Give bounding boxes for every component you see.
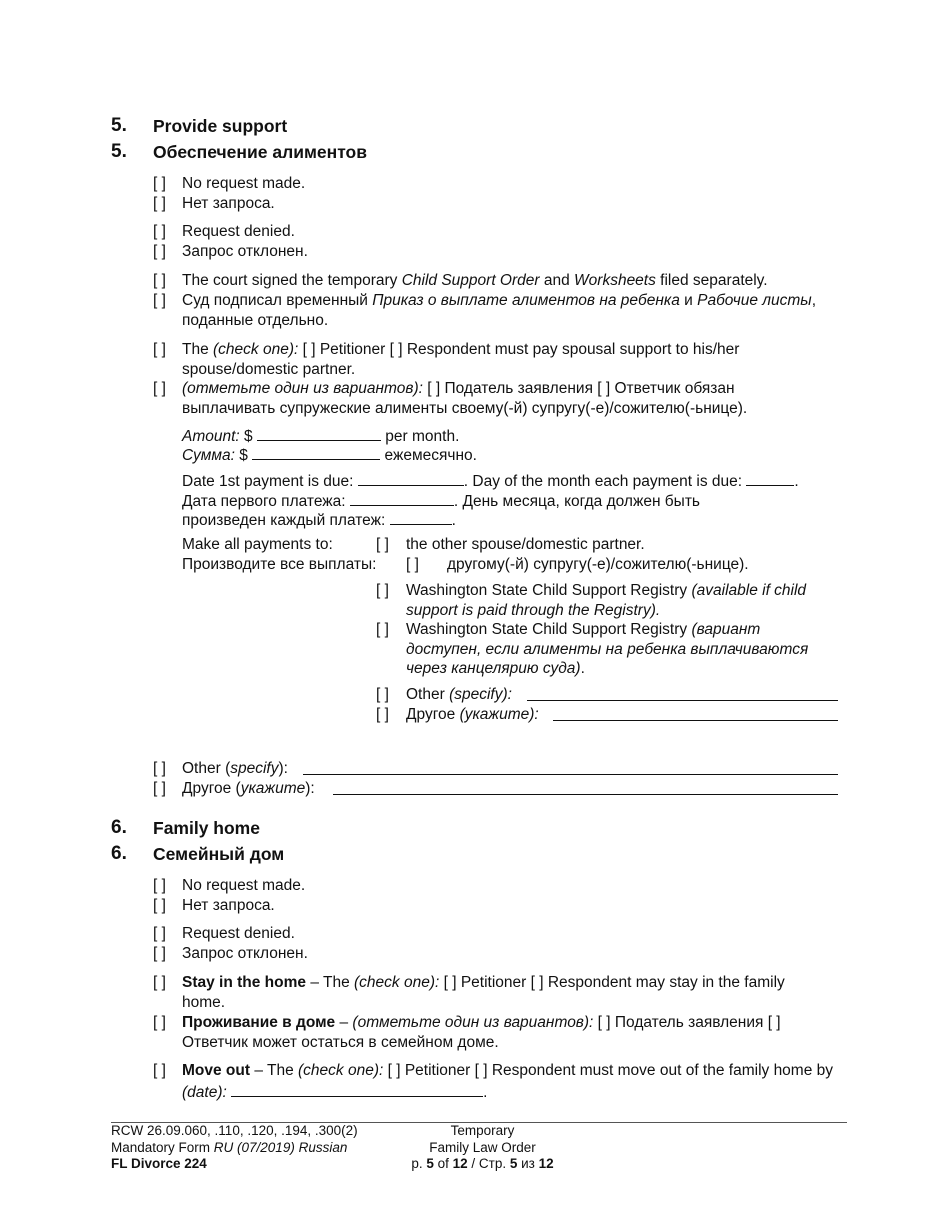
checkbox[interactable]: [ ] bbox=[153, 292, 166, 309]
spousal-support-label-en: The (check one): [ ] Petitioner [ ] Respondent must pay spousal support to his/her spouse/domestic partner. bbox=[182, 341, 740, 378]
section-5-title-en: Provide support bbox=[153, 116, 288, 136]
no-request-label-ru: Нет запроса. bbox=[182, 195, 275, 212]
footer-title-2: Family Law Order bbox=[429, 1139, 536, 1155]
pay-other-option-ru[interactable] bbox=[376, 705, 846, 725]
other-label-ru: Другое (укажите): bbox=[182, 780, 315, 797]
home-denied-option-ru[interactable] bbox=[153, 944, 853, 964]
pay-other-field-ru[interactable] bbox=[553, 720, 838, 721]
spousal-support-label-ru: (отметьте один из вариантов): [ ] Податель заявления [ ] Ответчик обязан выплачивать супружеские алименты своему(-й) супругу(-е)/сожителю(-ьнице). bbox=[182, 380, 748, 417]
footer-left bbox=[111, 1123, 358, 1173]
checkbox[interactable]: [ ] bbox=[153, 380, 166, 397]
pay-spouse-option-ru[interactable] bbox=[406, 555, 876, 575]
amount-field[interactable] bbox=[257, 425, 381, 441]
other-option[interactable] bbox=[153, 759, 853, 779]
section-6-title-en: Family home bbox=[153, 818, 260, 838]
checkbox[interactable]: [ ] bbox=[376, 621, 389, 638]
no-request-label-en: No request made. bbox=[182, 175, 306, 192]
checkbox[interactable]: [ ] bbox=[153, 272, 166, 289]
date-line-en: Date 1st payment is due: . Day of the month each payment is due: . bbox=[182, 470, 852, 492]
stay-home-label-en: Stay in the home – The (check one): [ ] Petitioner [ ] Respondent may stay in the family home. bbox=[182, 974, 785, 1011]
move-out-label-en: Move out – The (check one): [ ] Petitioner [ ] Respondent must move out of the family home by (date): . bbox=[182, 1062, 834, 1101]
checkbox[interactable]: [ ] bbox=[153, 341, 166, 358]
footer-center bbox=[400, 1123, 565, 1173]
section-5-number-ru: 5. bbox=[111, 141, 127, 162]
checkbox[interactable]: [ ] bbox=[153, 1062, 166, 1079]
checkbox[interactable]: [ ] bbox=[153, 760, 166, 777]
pay-other-label-en: Other (specify): bbox=[406, 686, 512, 703]
spousal-support-option[interactable] bbox=[153, 340, 853, 379]
checkbox[interactable]: [ ] bbox=[376, 686, 389, 703]
denied-label-ru: Запрос отклонен. bbox=[182, 243, 308, 260]
checkbox[interactable]: [ ] bbox=[153, 195, 166, 212]
home-denied-label-en: Request denied. bbox=[182, 925, 295, 942]
amount-line-en: Amount: $ per month. bbox=[182, 425, 459, 447]
checkbox[interactable]: [ ] bbox=[153, 974, 166, 991]
pay-other-field[interactable] bbox=[527, 700, 838, 701]
footer-rcw: RCW 26.09.060, .110, .120, .194, .300(2) bbox=[111, 1123, 358, 1138]
amount-field-ru[interactable] bbox=[252, 444, 380, 460]
home-no-request-label-en: No request made. bbox=[182, 877, 306, 894]
first-payment-date-field[interactable] bbox=[358, 470, 464, 486]
day-of-month-field-ru[interactable] bbox=[390, 509, 452, 525]
checkbox[interactable]: [ ] bbox=[376, 582, 389, 599]
pay-registry-option[interactable] bbox=[376, 581, 846, 620]
court-signed-label-ru: Суд подписал временный Приказ о выплате алиментов на ребенка и Рабочие листы, поданные отдельно. bbox=[182, 292, 817, 329]
home-denied-label-ru: Запрос отклонен. bbox=[182, 945, 308, 962]
checkbox[interactable]: [ ] bbox=[406, 556, 419, 573]
section-5-title-ru: Обеспечение алиментов bbox=[153, 142, 367, 162]
checkbox[interactable]: [ ] bbox=[153, 780, 166, 797]
spousal-support-option-ru[interactable] bbox=[153, 379, 853, 418]
checkbox[interactable]: [ ] bbox=[376, 706, 389, 723]
pay-to-label-en: Make all payments to: bbox=[182, 536, 333, 553]
home-no-request-option-ru[interactable] bbox=[153, 896, 853, 916]
footer-title-1: Temporary bbox=[450, 1123, 515, 1138]
no-request-option-ru[interactable] bbox=[153, 194, 853, 214]
home-denied-option[interactable] bbox=[153, 924, 853, 944]
move-out-option[interactable] bbox=[153, 1061, 853, 1102]
footer-mandatory: Mandatory Form RU (07/2019) Russian bbox=[111, 1139, 348, 1155]
pay-to-label-ru: Производите все выплаты: bbox=[182, 556, 377, 573]
section-6-title-ru: Семейный дом bbox=[153, 844, 285, 864]
footer-page-number: p. 5 of 12 / Стр. 5 из 12 bbox=[411, 1156, 554, 1171]
stay-home-option-ru[interactable] bbox=[153, 1013, 853, 1052]
denied-label-en: Request denied. bbox=[182, 223, 295, 240]
pay-spouse-label-ru: другому(-й) супругу(-е)/сожителю(-ьнице). bbox=[447, 556, 749, 573]
checkbox[interactable]: [ ] bbox=[376, 536, 389, 553]
first-payment-date-field-ru[interactable] bbox=[350, 490, 454, 506]
day-of-month-field[interactable] bbox=[746, 470, 794, 486]
home-no-request-option[interactable] bbox=[153, 876, 853, 896]
checkbox[interactable]: [ ] bbox=[153, 243, 166, 260]
section-6-number-ru: 6. bbox=[111, 843, 127, 864]
other-option-ru[interactable] bbox=[153, 779, 853, 799]
home-no-request-label-ru: Нет запроса. bbox=[182, 897, 275, 914]
checkbox[interactable]: [ ] bbox=[153, 897, 166, 914]
footer-form-id: FL Divorce 224 bbox=[111, 1156, 207, 1171]
pay-other-option[interactable] bbox=[376, 685, 846, 705]
court-signed-option[interactable] bbox=[153, 271, 853, 291]
amount-line-ru: Сумма: $ ежемесячно. bbox=[182, 444, 477, 466]
pay-spouse-label-en: the other spouse/domestic partner. bbox=[406, 536, 645, 553]
pay-registry-option-ru[interactable] bbox=[376, 620, 846, 679]
pay-other-label-ru: Другое (укажите): bbox=[406, 706, 539, 723]
checkbox[interactable]: [ ] bbox=[153, 877, 166, 894]
other-field[interactable] bbox=[303, 774, 838, 775]
checkbox[interactable]: [ ] bbox=[153, 925, 166, 942]
section-5-number: 5. bbox=[111, 115, 127, 136]
date-line-ru-2: произведен каждый платеж: . bbox=[182, 509, 456, 531]
date-line-ru: Дата первого платежа: . День месяца, когда должен быть bbox=[182, 490, 852, 512]
checkbox[interactable]: [ ] bbox=[153, 223, 166, 240]
other-field-ru[interactable] bbox=[333, 794, 838, 795]
move-out-date-field[interactable] bbox=[231, 1081, 483, 1097]
checkbox[interactable]: [ ] bbox=[153, 1014, 166, 1031]
pay-registry-label-en: Washington State Child Support Registry (available if child support is paid through the Registry). bbox=[406, 582, 807, 619]
no-request-option[interactable] bbox=[153, 174, 853, 194]
stay-home-option[interactable] bbox=[153, 973, 853, 1012]
other-label-en: Other (specify): bbox=[182, 760, 288, 777]
pay-registry-label-ru: Washington State Child Support Registry (вариант доступен, если алименты на ребенка выплачиваются через канцелярию суда). bbox=[406, 621, 809, 677]
denied-option-ru[interactable] bbox=[153, 242, 853, 262]
stay-home-label-ru: Проживание в доме – (отметьте один из вариантов): [ ] Податель заявления [ ] Ответчик может остаться в семейном доме. bbox=[182, 1014, 781, 1051]
court-signed-option-ru[interactable] bbox=[153, 291, 853, 330]
court-signed-label-en: The court signed the temporary Child Support Order and Worksheets filed separately. bbox=[182, 272, 768, 289]
section-6-number: 6. bbox=[111, 817, 127, 838]
pay-spouse-option[interactable] bbox=[376, 535, 846, 555]
checkbox[interactable]: [ ] bbox=[153, 175, 166, 192]
denied-option[interactable] bbox=[153, 222, 853, 242]
checkbox[interactable]: [ ] bbox=[153, 945, 166, 962]
